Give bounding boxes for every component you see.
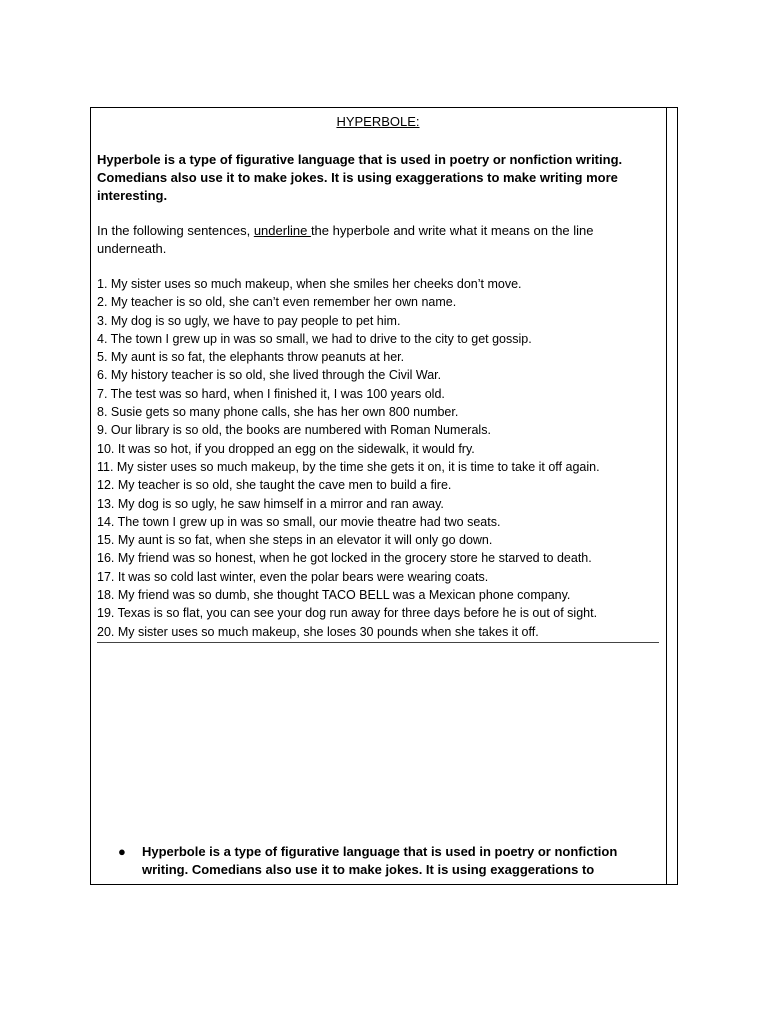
list-item: 17. It was so cold last winter, even the polar bears were wearing coats. [97,569,489,584]
list-item: 9. Our library is so old, the books are numbered with Roman Numerals. [97,423,491,438]
instructions-before: In the following sentences, [97,223,254,238]
list-item: 4. The town I grew up in was so small, we had to drive to the city to get gossip. [97,331,532,346]
instructions [97,222,659,258]
list-item: 16. My friend was so honest, when he got locked in the grocery store he starved to death. [97,551,592,566]
list-item: 7. The test was so hard, when I finished it, I was 100 years old. [97,386,445,401]
list-item: 1. My sister uses so much makeup, when she smiles her cheeks don’t move. [97,277,522,291]
bullet-text: Hyperbole is a type of figurative language that is used in poetry or nonfiction writing. Comedians also use it to make jokes. It is using exaggerations to [142,844,618,877]
list-item: 2. My teacher is so old, she can’t even remember her own name. [97,295,457,310]
sentence-list [97,275,659,641]
list-item: 5. My aunt is so fat, the elephants throw peanuts at her. [97,350,405,365]
worksheet-content [97,113,659,641]
page-title: HYPERBOLE: [336,114,420,129]
right-margin-rule [666,107,667,885]
definition-text: Hyperbole is a type of figurative language that is used in poetry or nonfiction writing. Comedians also use it to make jokes. It is using exaggerations to make writing more interesting. [97,152,623,203]
list-item: 13. My dog is so ugly, he saw himself in a mirror and ran away. [97,496,444,511]
bullet-item [118,843,658,879]
instructions-underlined: underline [253,223,311,238]
answer-line [97,642,659,643]
list-item: 11. My sister uses so much makeup, by the time she gets it on, it is time to take it off again. [97,459,600,474]
list-item: 12. My teacher is so old, she taught the cave men to build a fire. [97,478,452,493]
bullet-icon: ● [118,844,126,859]
instructions-after: the hyperbole and write what it means on the line underneath. [97,223,594,256]
list-item: 3. My dog is so ugly, we have to pay people to pet him. [97,313,401,328]
list-item: 18. My friend was so dumb, she thought TACO BELL was a Mexican phone company. [97,588,571,603]
list-item: 14. The town I grew up in was so small, our movie theatre had two seats. [97,514,501,529]
list-item: 6. My history teacher is so old, she lived through the Civil War. [97,368,442,383]
list-item: 15. My aunt is so fat, when she steps in an elevator it will only go down. [97,533,493,548]
list-item: 20. My sister uses so much makeup, she loses 30 pounds when she takes it off. [97,624,539,639]
list-item: 19. Texas is so flat, you can see your dog run away for three days before he is out of sight. [97,606,598,621]
list-item: 8. Susie gets so many phone calls, she has her own 800 number. [97,405,459,420]
list-item: 10. It was so hot, if you dropped an egg on the sidewalk, it would fry. [97,441,475,456]
